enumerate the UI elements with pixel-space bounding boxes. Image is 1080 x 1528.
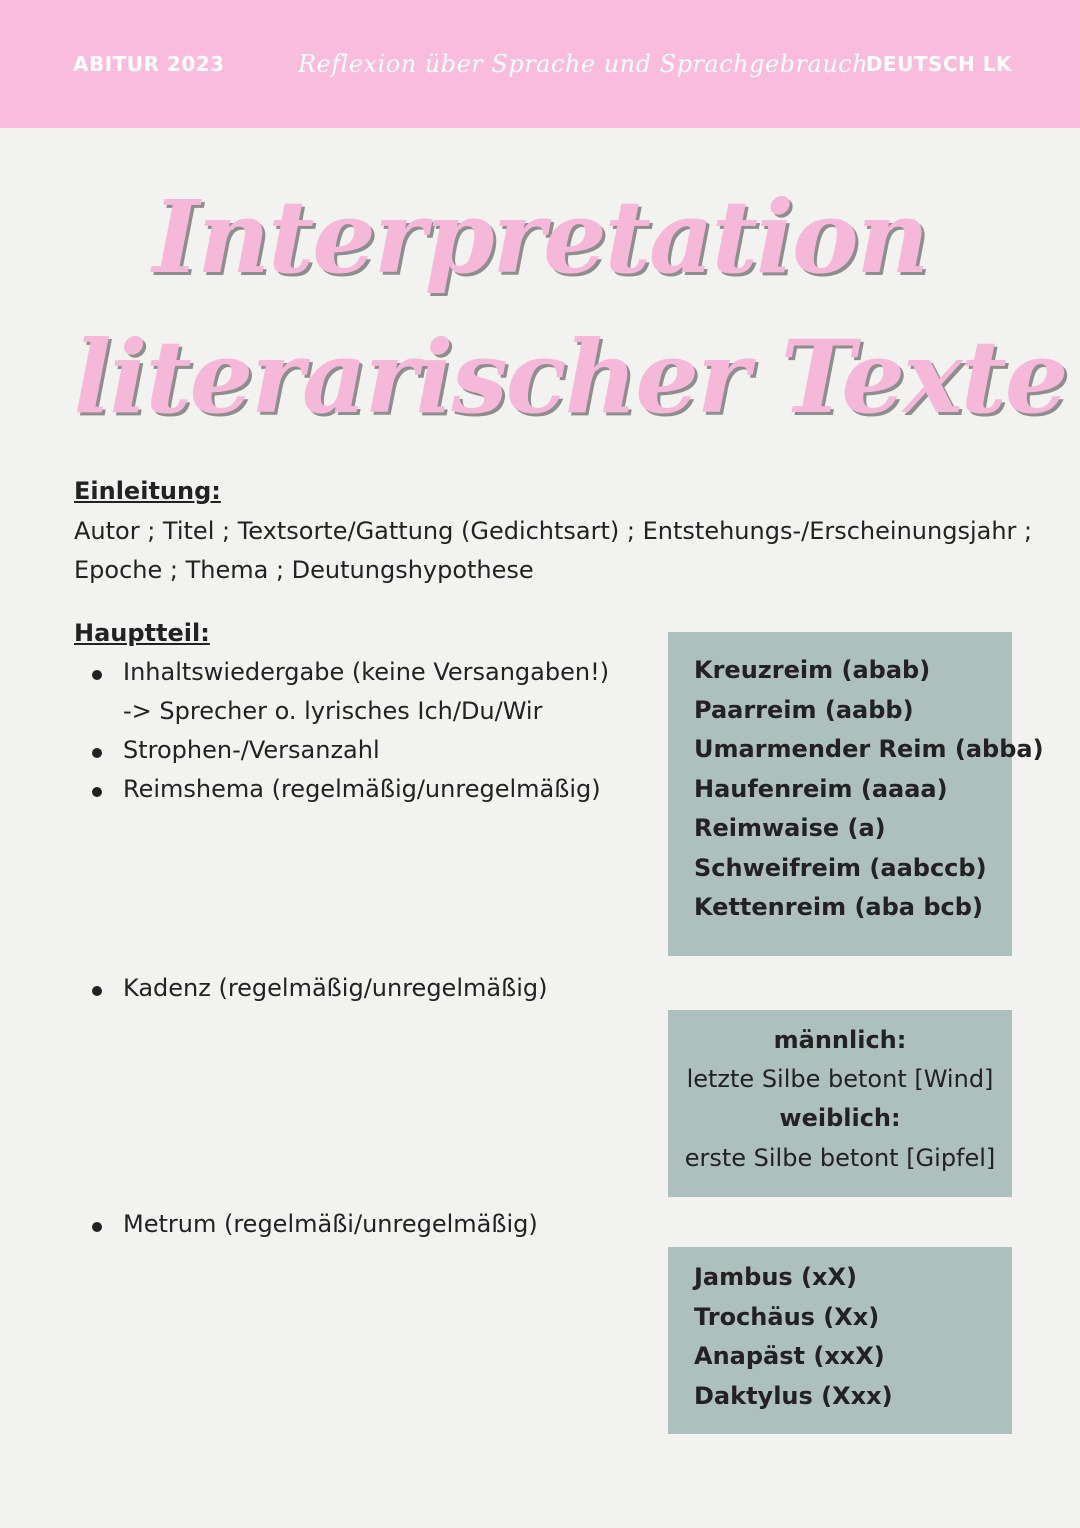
reim-item: Kettenreim (aba bcb) xyxy=(694,893,983,921)
bullet-label: Reimshema (regelmäßig/unregelmäßig) xyxy=(123,775,601,803)
metrum-box xyxy=(668,1247,1012,1434)
reimschema-box xyxy=(668,632,1044,956)
metrum-item: Trochäus (Xx) xyxy=(694,1303,880,1331)
header-center-label: Reflexion über Sprache und Sprachgebrauch xyxy=(298,50,869,78)
reim-item: Reimwaise (a) xyxy=(694,814,886,842)
title-line-2: literarischer Texte xyxy=(73,318,1067,436)
bullet-label: Kadenz (regelmäßig/unregelmäßig) xyxy=(123,974,548,1002)
metrum-item: Anapäst (xxX) xyxy=(694,1342,885,1370)
reim-item: Haufenreim (aaaa) xyxy=(694,775,948,803)
kadenz-female-text: erste Silbe betont [Gipfel] xyxy=(684,1144,996,1172)
bullet-dot xyxy=(92,748,102,758)
kadenz-male-label: männlich: xyxy=(773,1026,907,1054)
title-line-1: Interpretation xyxy=(152,178,928,296)
header-right-label: DEUTSCH LK xyxy=(865,52,1012,76)
einleitung-line-1: Autor ; Titel ; Textsorte/Gattung (Gedichtsart) ; Entstehungs-/Erscheinungsjahr ; xyxy=(74,517,1033,545)
bullet-label: Strophen-/Versanzahl xyxy=(123,736,380,764)
metrum-item: Daktylus (Xxx) xyxy=(694,1382,893,1410)
bullet-label: Inhaltswiedergabe (keine Versangaben!) xyxy=(123,658,610,686)
kadenz-box xyxy=(668,1010,1012,1197)
kadenz-female-label: weiblich: xyxy=(779,1104,901,1132)
bullet-dot xyxy=(92,986,102,996)
header-left-label: ABITUR 2023 xyxy=(73,52,225,76)
reim-item: Schweifreim (aabccb) xyxy=(694,854,987,882)
metrum-item: Jambus (xX) xyxy=(694,1263,857,1291)
bullet-dot xyxy=(92,787,102,797)
einleitung-line-2: Epoche ; Thema ; Deutungshypothese xyxy=(74,556,534,584)
reim-item: Umarmender Reim (abba) xyxy=(694,735,1044,763)
reim-item: Kreuzreim (abab) xyxy=(694,656,931,684)
page-header xyxy=(0,0,1080,128)
bullet-sub-label: -> Sprecher o. lyrisches Ich/Du/Wir xyxy=(123,697,543,725)
bullet-dot xyxy=(92,670,102,680)
bullet-dot xyxy=(92,1222,102,1232)
kadenz-male-text: letzte Silbe betont [Wind] xyxy=(686,1065,994,1093)
reim-item: Paarreim (aabb) xyxy=(694,696,914,724)
einleitung-heading: Einleitung: xyxy=(74,477,221,505)
bullet-label: Metrum (regelmäßi/unregelmäßig) xyxy=(123,1210,538,1238)
hauptteil-heading: Hauptteil: xyxy=(74,619,210,647)
